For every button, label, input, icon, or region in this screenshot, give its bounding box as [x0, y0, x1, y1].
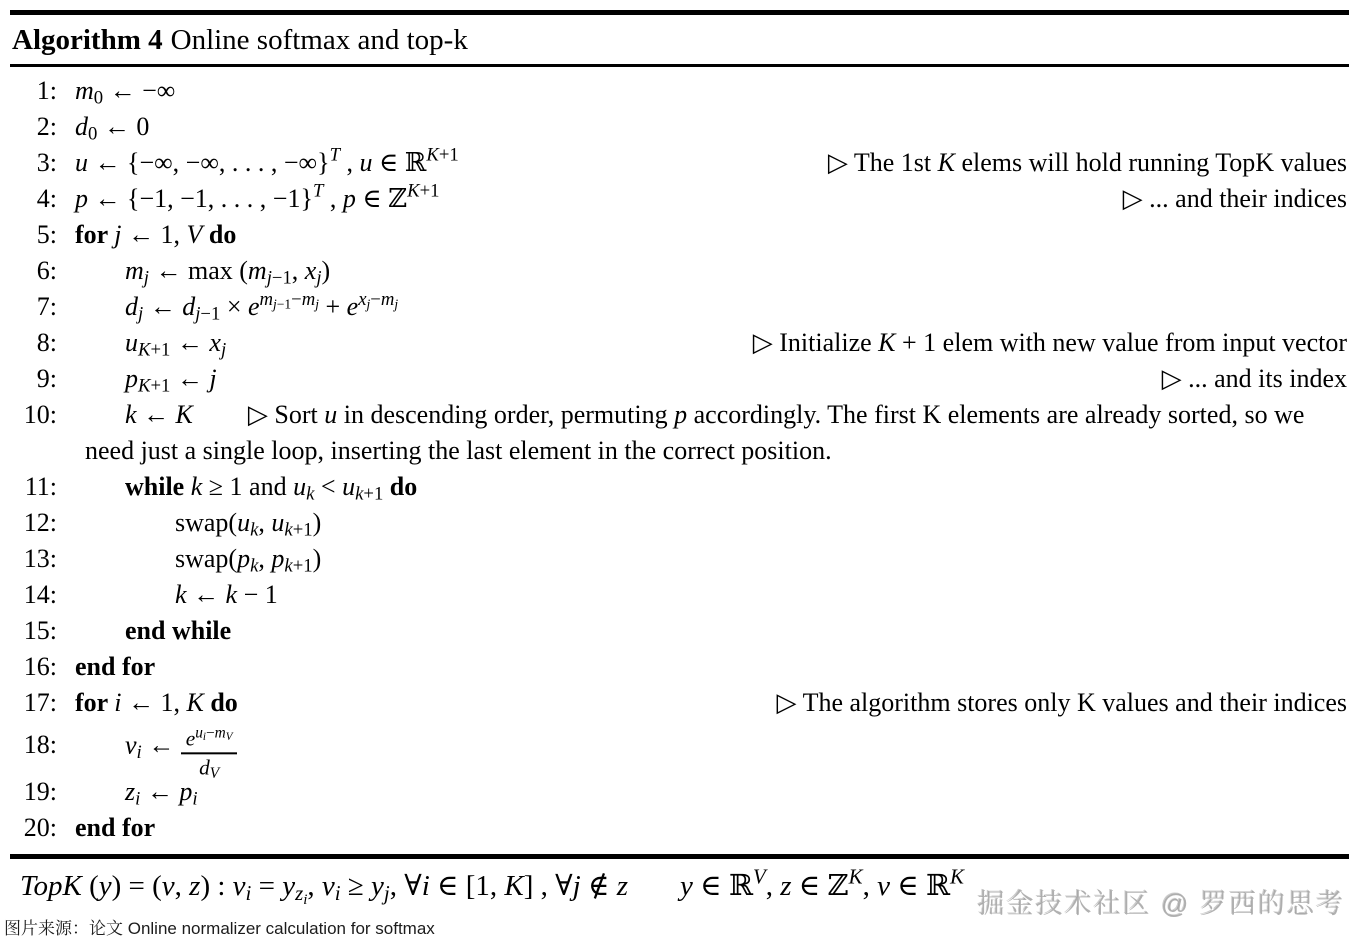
line-number: 1:	[36, 76, 57, 105]
indent	[75, 494, 125, 495]
algo-line-13	[10, 541, 1347, 577]
line-number: 11:	[24, 472, 57, 501]
line-number: 4:	[36, 184, 57, 213]
line-number: 6:	[36, 256, 57, 285]
code-statement: $u_{K+1}$ ← $x_j$	[125, 328, 227, 361]
code-statement: $z_i$ ← $p_i$	[125, 777, 198, 810]
line-number: 14:	[23, 580, 57, 609]
algorithm-body	[0, 67, 1359, 854]
algo-line-1	[10, 73, 1347, 109]
code-statement: while k ≥ 1 and $u_k < u_{k+1}$ do	[125, 472, 418, 505]
watermark-text: 掘金技术社区 @ 罗西的思考	[977, 889, 1345, 919]
rule-top	[10, 10, 1349, 15]
algo-line-16	[10, 649, 1347, 685]
indent	[75, 566, 175, 567]
algorithm-name: Online softmax and top-k	[170, 24, 468, 56]
line-number: 20:	[23, 813, 57, 842]
algorithm-title	[12, 20, 1359, 60]
indent	[75, 422, 125, 423]
paper-figure	[0, 10, 1359, 942]
code-statement: $d_j$ ← $d_{j-1} \times e^{m_{j-1}-m_j} + e^{x_j-m_j}$	[125, 288, 399, 325]
line-number: 15:	[23, 616, 57, 645]
algo-line-17	[10, 685, 1347, 721]
line-number: 17:	[23, 688, 57, 717]
line-number: 18:	[23, 730, 57, 760]
code-statement: $swap(u_k$, $u_{k+1}$)	[175, 508, 322, 541]
indent	[75, 530, 175, 531]
comment: ▷ ... and their indices	[1122, 184, 1347, 213]
indent	[75, 799, 125, 800]
line-number: 19:	[23, 777, 57, 806]
algo-line-3	[10, 145, 1347, 181]
indent	[75, 314, 125, 315]
indent	[75, 602, 175, 603]
comment: ▷ Initialize K + 1 elem with new value from input vector	[752, 328, 1347, 357]
algo-line-14	[10, 577, 1347, 613]
algo-line-18	[10, 721, 1347, 782]
algo-line-10	[10, 397, 1347, 469]
code-statement: p ← {−1, −1, . . . , −1}$^T$ , p ∈ ℤ$^{K+1}$	[75, 180, 440, 213]
code-statement: $p_{K+1}$ ← j	[125, 364, 217, 397]
code-statement: u ← {−∞, −∞, . . . , −∞}$^T$ , u ∈ ℝ$^{K+1}$	[75, 144, 459, 177]
code-statement: $v_i$ ← $\frac{e^{u_i-m_V}}{d_V}$	[125, 721, 237, 774]
line-number: 16:	[23, 652, 57, 681]
line-number: 12:	[23, 508, 57, 537]
comment: ▷ The algorithm stores only K values and their indices	[776, 688, 1347, 717]
algo-line-20	[10, 810, 1347, 846]
code-statement: end for	[75, 813, 156, 842]
indent	[75, 752, 125, 753]
rule-bottom	[10, 854, 1349, 859]
algo-line-5	[10, 217, 1347, 253]
fraction: $\frac{e^{u_i-m_V}}{d_V}$	[181, 726, 238, 779]
code-statement: k ← K	[125, 400, 193, 429]
line-number: 8:	[36, 328, 57, 357]
algo-line-2	[10, 109, 1347, 145]
algo-line-6	[10, 253, 1347, 289]
algo-line-15	[10, 613, 1347, 649]
topk-definition-formula: TopK (y) = (v, z) : $v_i = y_{z_i}$, $v_i \ge y_j$, ∀i ∈ [1, K] , ∀j ∉ z y ∈ ℝ$^V$, z ∈ ℤ$^K$, v ∈ ℝ$^K$	[20, 864, 964, 908]
code-statement: for i ← 1, K do	[75, 688, 238, 717]
indent	[75, 386, 125, 387]
code-statement: end while	[125, 616, 232, 645]
code-statement: end for	[75, 652, 156, 681]
code-statement: k ← k − 1	[175, 580, 278, 609]
code-statement: $swap(p_k$, $p_{k+1}$)	[175, 544, 322, 577]
algo-line-11	[10, 469, 1347, 505]
line-number: 9:	[36, 364, 57, 393]
algorithm-number-label: Algorithm 4	[12, 24, 163, 56]
algo-line-12	[10, 505, 1347, 541]
line-number: 3:	[36, 148, 57, 177]
line-number: 5:	[36, 220, 57, 249]
indent	[75, 350, 125, 351]
algo-line-8	[10, 325, 1347, 361]
comment: ▷ ... and its index	[1161, 364, 1347, 393]
comment: ▷ The 1st K elems will hold running TopK values	[827, 148, 1347, 177]
image-source-caption: 图片来源：论文 Online normalizer calculation for softmax	[4, 919, 435, 938]
algo-line-9	[10, 361, 1347, 397]
code-statement: $m_j$ ← $\max (m_{j-1}$, $x_j$)	[125, 256, 331, 289]
comment: ▷ Sort u in descending order, permuting p accordingly. The first K elements are already sorted, so we need just a single loop, inserting the last element in the correct position.	[85, 400, 1305, 465]
code-statement: for j ← 1, V do	[75, 220, 237, 249]
line-number: 7:	[36, 292, 57, 321]
algo-line-4	[10, 181, 1347, 217]
indent	[75, 638, 125, 639]
line-number: 2:	[36, 112, 57, 141]
line-number: 10:	[23, 400, 57, 429]
indent	[75, 278, 125, 279]
algo-line-7	[10, 289, 1347, 325]
line-number: 13:	[23, 544, 57, 573]
code-statement: $m_0$ ← −∞	[75, 76, 176, 109]
code-statement: $d_0$ ← 0	[75, 112, 150, 145]
